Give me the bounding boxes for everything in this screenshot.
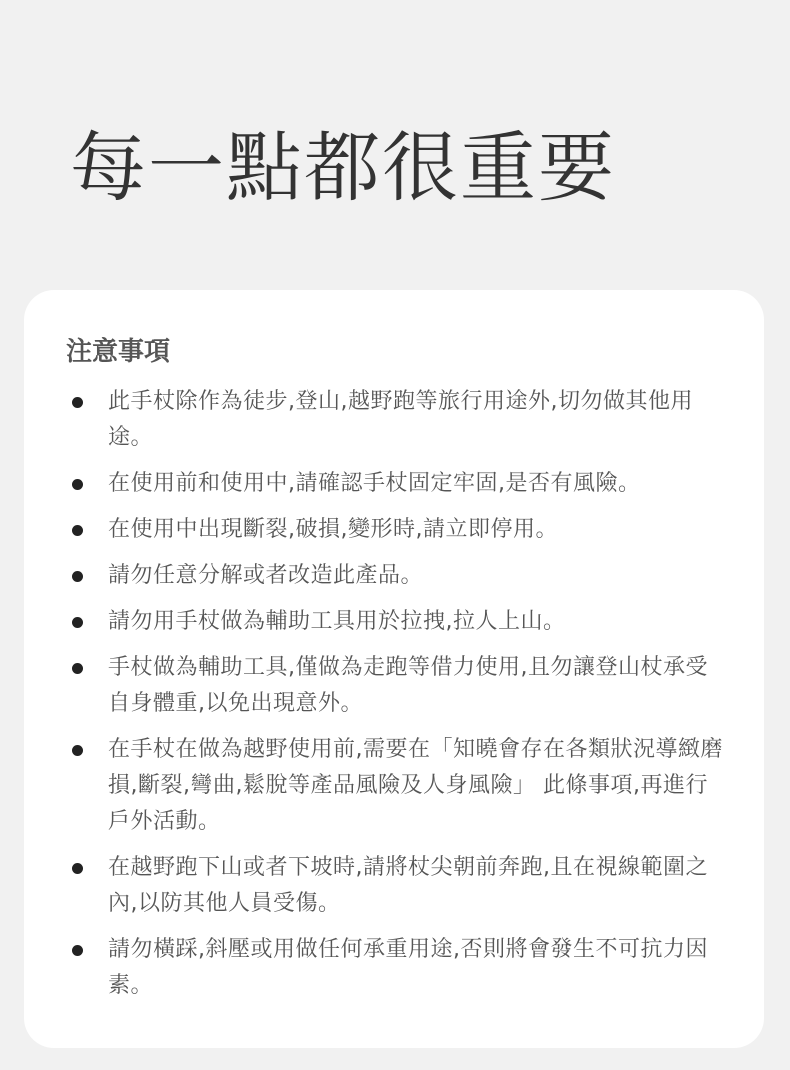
precaution-item	[66, 850, 724, 922]
bullet-icon	[72, 863, 83, 874]
precaution-text: 在手杖在做為越野使用前,需要在「知曉會存在各類狀況導緻磨損,斷裂,彎曲,鬆脫等產品風險及人身風險」 此條事項,再進行戶外活動。	[108, 737, 723, 834]
precaution-item	[66, 558, 724, 594]
precautions-title: 注意事項	[66, 337, 171, 367]
precaution-item	[66, 932, 724, 1004]
bullet-icon	[72, 479, 83, 490]
precaution-text: 此手杖除作為徒步,登山,越野跑等旅行用途外,切勿做其他用途。	[108, 389, 693, 450]
precaution-text: 在使用前和使用中,請確認手杖固定牢固,是否有風險。	[108, 471, 641, 496]
precaution-text: 請勿橫踩,斜壓或用做任何承重用途,否則將會發生不可抗力因素。	[108, 937, 708, 998]
precaution-text: 在越野跑下山或者下坡時,請將杖尖朝前奔跑,且在視線範圍之內,以防其他人員受傷。	[108, 855, 708, 916]
precaution-item	[66, 604, 724, 640]
precaution-item	[66, 466, 724, 502]
precaution-item	[66, 650, 724, 722]
precaution-text: 在使用中出現斷裂,破損,變形時,請立即停用。	[108, 517, 558, 542]
bullet-icon	[72, 745, 83, 756]
precaution-text: 請勿用手杖做為輔助工具用於拉拽,拉人上山。	[108, 609, 566, 634]
precaution-text: 請勿任意分解或者改造此產品。	[108, 563, 424, 588]
precaution-item	[66, 384, 724, 456]
precaution-item	[66, 732, 724, 840]
bullet-icon	[72, 663, 83, 674]
bullet-icon	[72, 571, 83, 582]
precaution-item	[66, 512, 724, 548]
bullet-icon	[72, 945, 83, 956]
precautions-list	[66, 384, 724, 1004]
precaution-text: 手杖做為輔助工具,僅做為走跑等借力使用,且勿讓登山杖承受自身體重,以免出現意外。	[108, 655, 708, 716]
bullet-icon	[72, 525, 83, 536]
bullet-icon	[72, 617, 83, 628]
precautions-card	[24, 290, 764, 1048]
page-headline: 每一點都很重要	[70, 123, 616, 212]
bullet-icon	[72, 397, 83, 408]
